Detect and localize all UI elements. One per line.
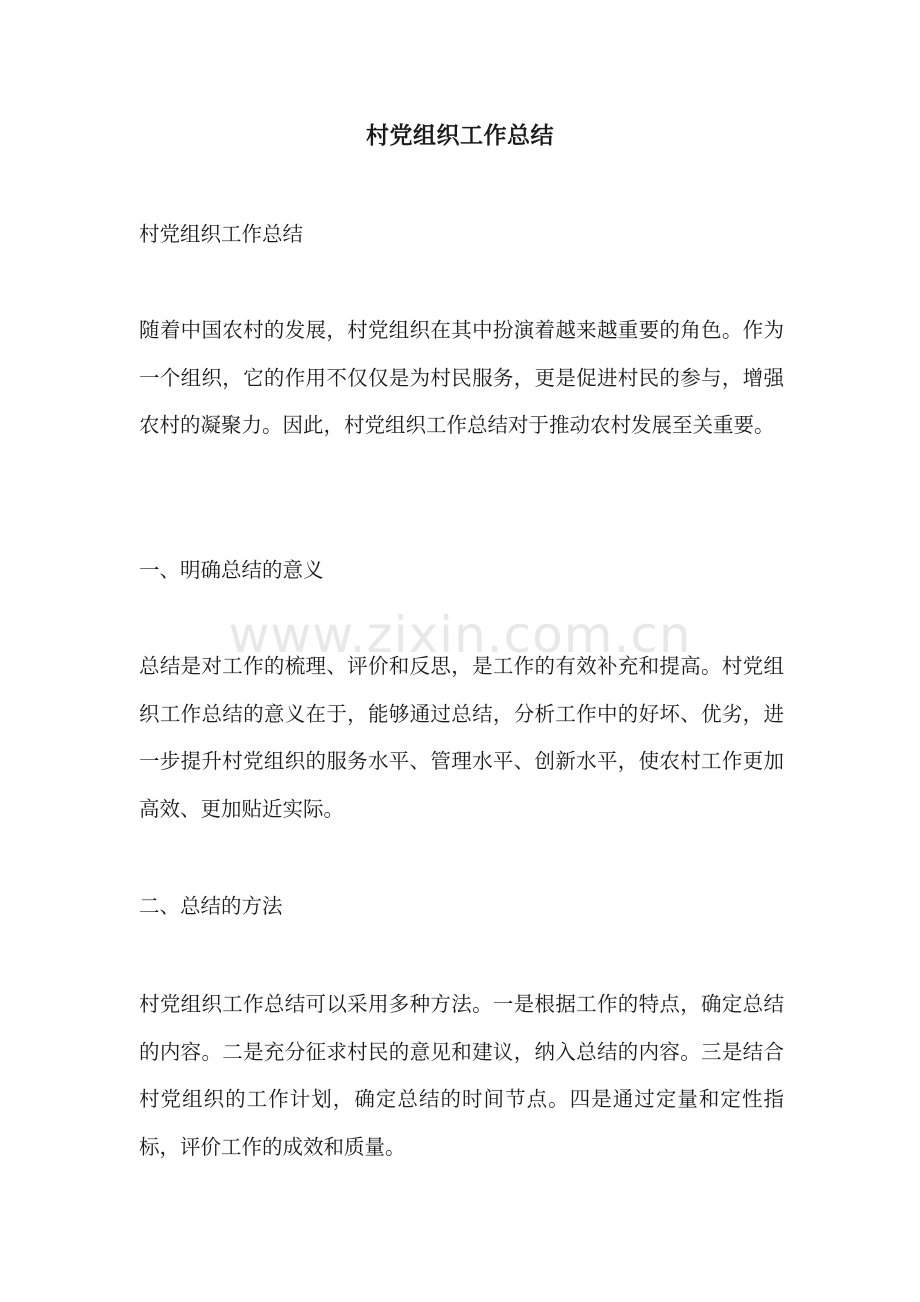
paragraph-intro: 随着中国农村的发展，村党组织在其中扮演着越来越重要的角色。作为一个组织，它的作用不仅仅是为村民服务，更是促进村民的参与，增强农村的凝聚力。因此，村党组织工作总结对于推动农村发展至关重要。 (139, 318, 784, 437)
section-heading-methods: 二、总结的方法 (139, 894, 283, 918)
paragraph-significance: 总结是对工作的梳理、评价和反思，是工作的有效补充和提高。村党组织工作总结的意义在于，能够通过总结，分析工作中的好坏、优劣，进一步提升村党组织的服务水平、管理水平、创新水平，使农村工作更加高效、更加贴近实际。 (139, 654, 784, 821)
section-heading-significance: 一、明确总结的意义 (139, 558, 324, 582)
paragraph-methods: 村党组织工作总结可以采用多种方法。一是根据工作的特点，确定总结的内容。二是充分征求村民的意见和建议，纳入总结的内容。三是结合村党组织的工作计划，确定总结的时间节点。四是通过定量和定性指标，评价工作的成效和质量。 (139, 992, 784, 1159)
watermark-text: www.zixin.com.cn (228, 606, 692, 664)
document-subtitle: 村党组织工作总结 (139, 222, 303, 246)
document-title: 村党组织工作总结 (366, 122, 554, 149)
